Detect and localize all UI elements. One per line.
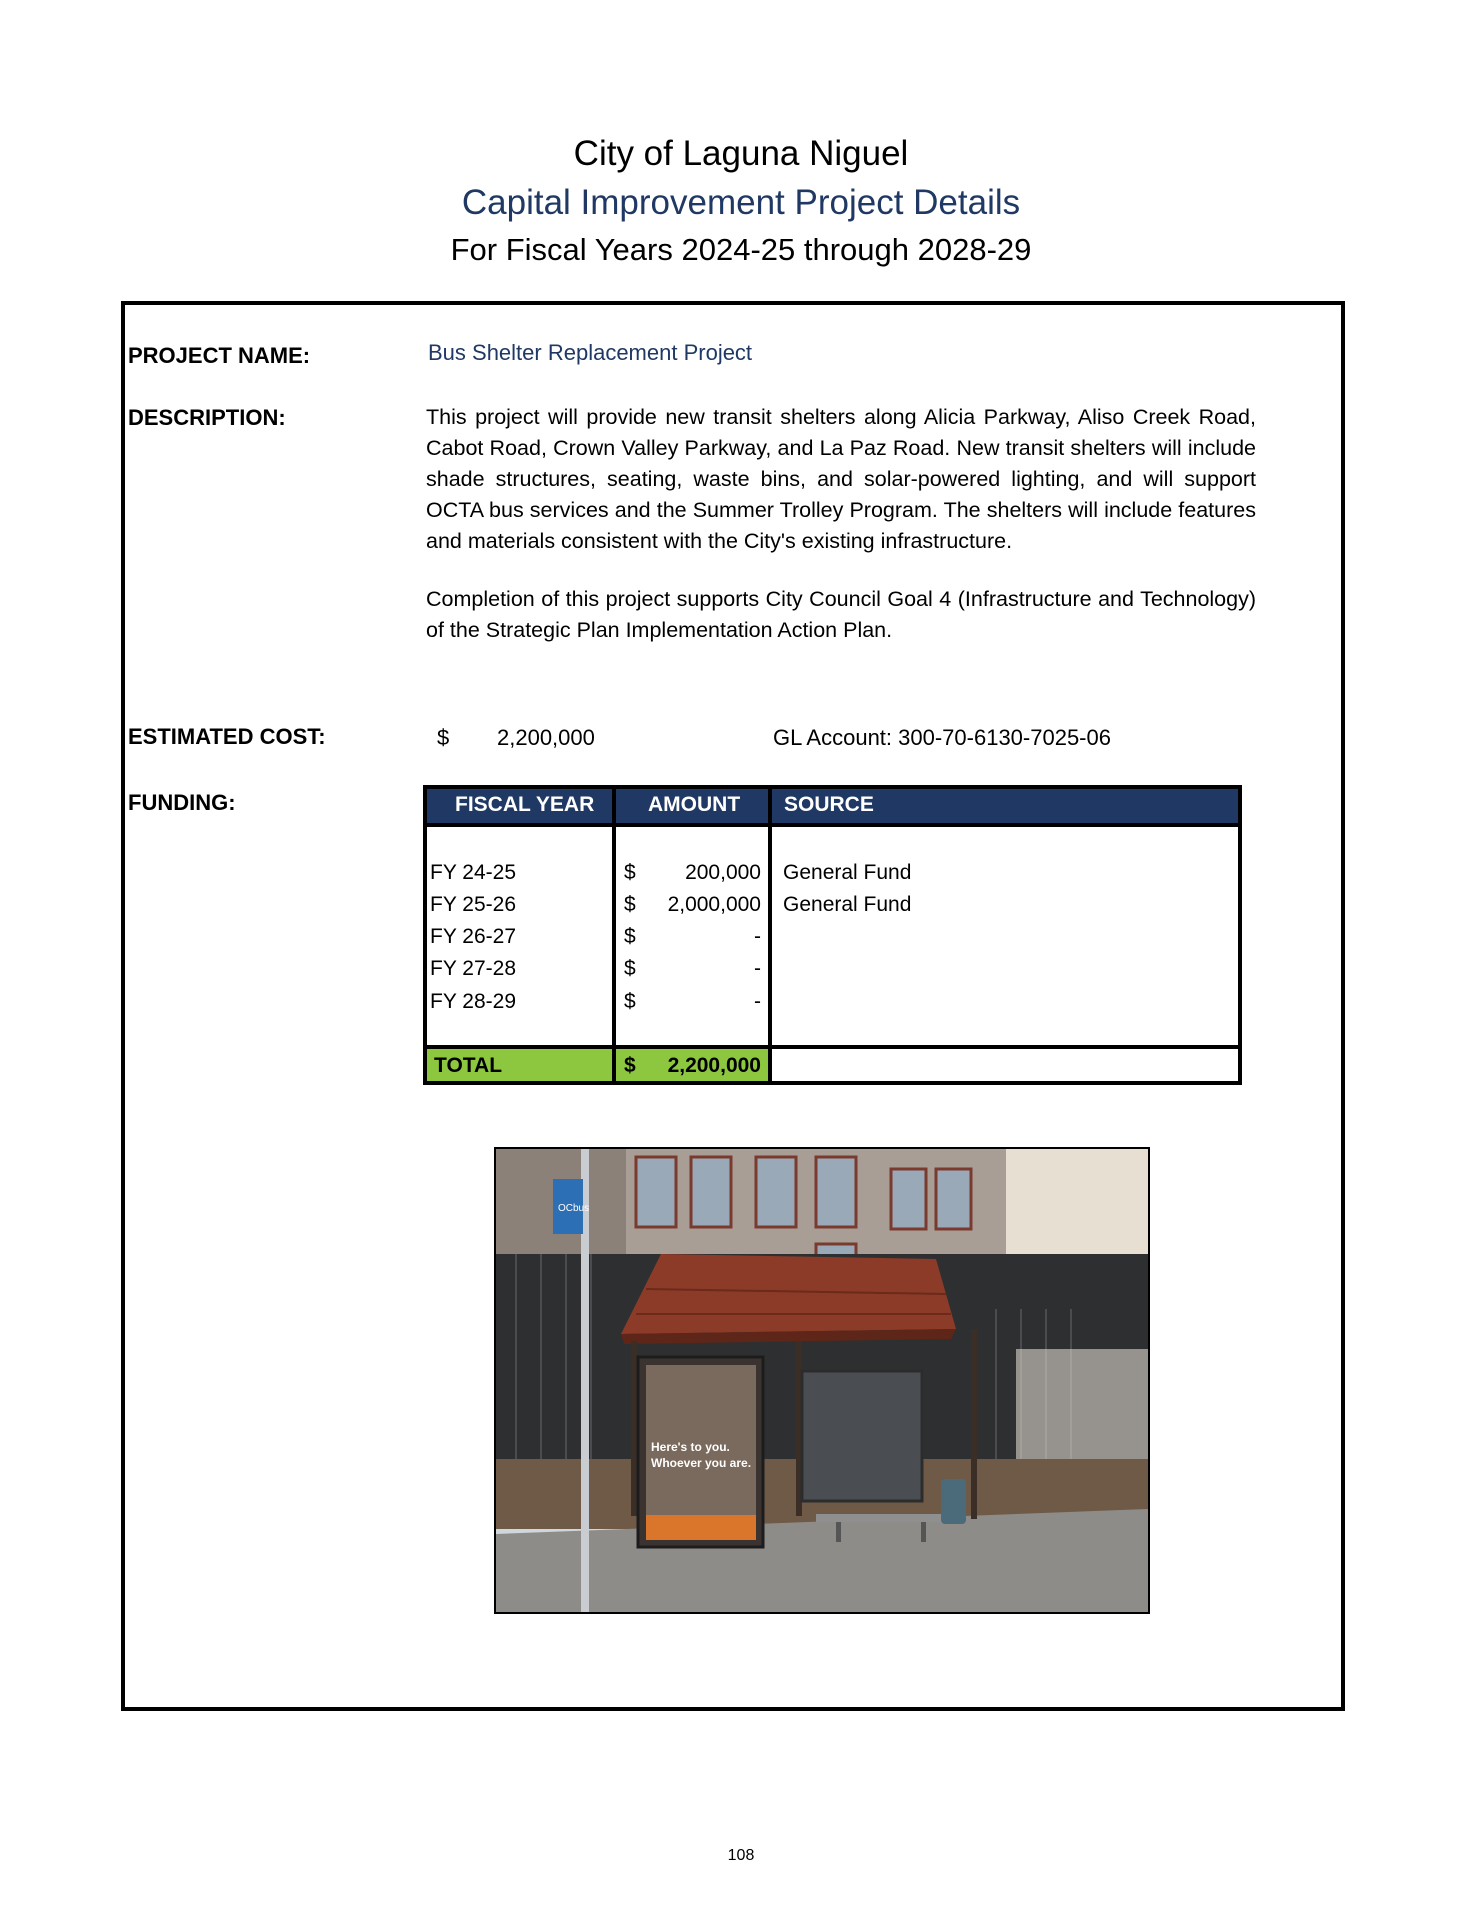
description-label: DESCRIPTION: <box>128 405 286 430</box>
ad-headline-1: Here's to you. <box>651 1440 730 1454</box>
total-label: TOTAL <box>434 1054 503 1077</box>
description-paragraph-1: This project will provide new transit shelters along Alicia Parkway, Aliso Creek Road, Cabot Road, Crown Valley Parkway, and La Paz Road. New transit shelters will include shade structures, seating, waste bins, and solar-powered lighting, and will support OCTA bus services and the Summer Trolley Program. The shelters will include features and materials consistent with the City's existing infrastructure. <box>426 405 1256 553</box>
table-row-fy: FY 28-29 <box>430 990 516 1013</box>
cost-amount: 2,200,000 <box>497 725 595 750</box>
table-row-currency: $ <box>624 861 636 884</box>
table-row-fy: FY 26-27 <box>430 925 516 948</box>
cost-currency: $ <box>437 725 450 750</box>
header-fiscal-year: FISCAL YEAR <box>455 793 595 816</box>
table-row-currency: $ <box>624 990 636 1013</box>
table-row-fy: FY 24-25 <box>430 861 516 884</box>
table-row-source: General Fund <box>783 893 912 916</box>
header-amount: AMOUNT <box>648 793 741 816</box>
bus-shelter-photo <box>494 1147 1150 1614</box>
column-divider <box>768 789 772 1081</box>
oc-bus-sign-text: OCbus <box>558 1203 590 1214</box>
total-amount: 2,200,000 <box>667 1054 761 1077</box>
fiscal-years-subtitle: For Fiscal Years 2024-25 through 2028-29 <box>450 232 1032 267</box>
table-row-fy: FY 25-26 <box>430 893 516 916</box>
column-divider <box>612 789 616 1081</box>
table-row-amount: - <box>754 957 761 980</box>
funding-table-header <box>427 789 1238 827</box>
table-row-amount: 200,000 <box>685 861 761 884</box>
project-name-value: Bus Shelter Replacement Project <box>428 340 753 365</box>
city-title: City of Laguna Niguel <box>573 134 909 173</box>
header-source: SOURCE <box>784 793 874 816</box>
table-row-amount: - <box>754 925 761 948</box>
table-row-currency: $ <box>624 893 636 916</box>
table-row-amount: - <box>754 990 761 1013</box>
gl-account: GL Account: 300-70-6130-7025-06 <box>773 725 1111 750</box>
estimated-cost-label: ESTIMATED COST: <box>128 724 326 749</box>
table-row-fy: FY 27-28 <box>430 957 516 980</box>
funding-label: FUNDING: <box>128 790 236 815</box>
table-row-currency: $ <box>624 957 636 980</box>
page-number: 108 <box>727 1847 755 1864</box>
ad-headline-2: Whoever you are. <box>651 1456 752 1470</box>
table-row-amount: 2,000,000 <box>667 893 761 916</box>
total-currency: $ <box>624 1054 636 1077</box>
description-paragraph-2: Completion of this project supports City Council Goal 4 (Infrastructure and Technology) of the Strategic Plan Implementation Action Plan. <box>426 587 1256 642</box>
table-row-source: General Fund <box>783 861 912 884</box>
funding-table <box>423 785 1242 1085</box>
table-row-currency: $ <box>624 925 636 948</box>
document-title: Capital Improvement Project Details <box>461 183 1021 222</box>
project-name-label: PROJECT NAME: <box>128 343 311 368</box>
